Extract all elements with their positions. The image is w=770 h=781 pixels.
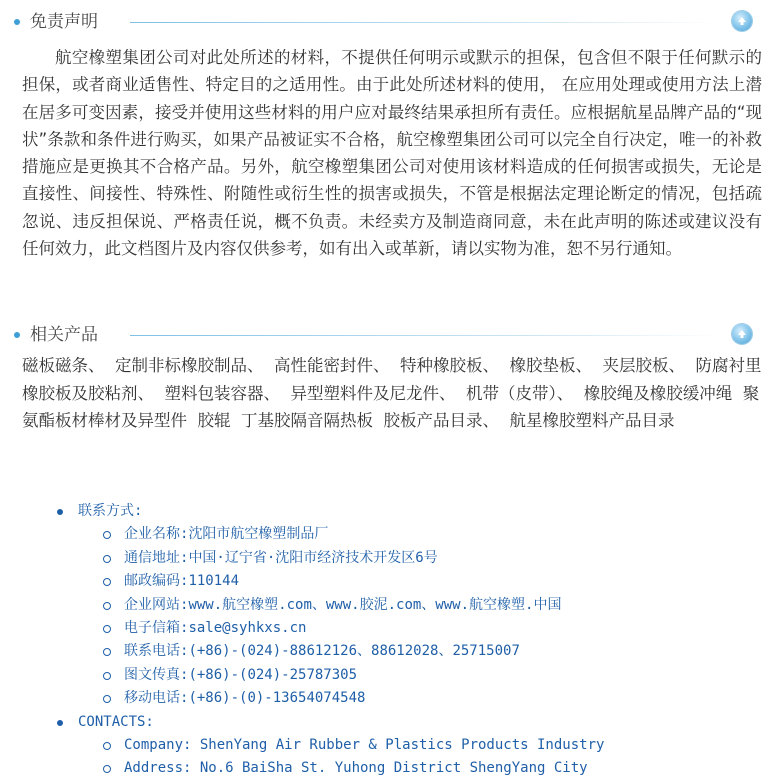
contact-heading-cn: 联系方式: [52, 500, 762, 523]
contact-email: 电子信箱:sale@syhkxs.cn [52, 617, 762, 640]
contact-mobile: 移动电话:(+86)-(0)-13654074548 [52, 687, 762, 710]
cropped-top-text [70, 0, 490, 4]
related-link[interactable]: 丁基胶隔音隔热板 [241, 411, 373, 430]
related-products-list: 磁板磁条、 定制非标橡胶制品、 高性能密封件、 特种橡胶板、 橡胶垫板、 夹层胶板、 防腐衬里橡胶板及胶粘剂、 塑料包装容器、 异型塑料件及尼龙件、 机带（皮带）、 橡胶绳及橡胶缓冲绳 聚氨酯板材棒材及异型件 胶辊 丁基胶隔音隔热板 胶板产品目录、 航星橡胶塑料产品目录 [22, 356, 762, 430]
back-to-top-icon[interactable] [732, 324, 752, 344]
bullet-dot-icon [14, 19, 20, 25]
related-link[interactable]: 橡胶绳及橡胶缓冲绳 [583, 383, 733, 403]
contact-heading-en: CONTACTS: [52, 711, 762, 734]
email-link[interactable]: sale@syhkxs.cn [188, 620, 307, 637]
related-link[interactable]: 磁板磁条 [22, 356, 88, 375]
website-link[interactable]: www.航空橡塑.com、www.胶泥.com、www.航空橡塑.中国 [188, 596, 562, 613]
disclaimer-header [0, 10, 770, 36]
disclaimer-text: 航空橡塑集团公司对此处所述的材料，不提供任何明示或默示的担保，包含但不限于任何默示的担保，或者商业适售性、特定目的之适用性。由于此处所述材料的使用， 在应用处理或使用方法上潜在居多可变因素，接受并使用这些材料的用户应对最终结果承担所有责任。应根据航星品牌产品的“现状”条款和条件进行购买，如果产品被证实不合格，航空橡塑集团公司可以完全自行决定，唯一的补救措施应是更换其不合格产品。另外，航空橡塑集团公司对使用该材料造成的任何损害或损失，无论是直接性、间接性、特殊性、附随性或衍生性的损害或损失，不管是根据法定理论断定的情况，包括疏忽说、违反担保说、严格责任说，概不负责。未经卖方及制造商同意，未在此声明的陈述或建议没有任何效力，此文档图片及内容仅供参考，如有出入或革新，请以实物为准，恕不另行通知。 [22, 48, 762, 259]
contact-address: 通信地址:中国·辽宁省·沈阳市经济技术开发区6号 [52, 547, 762, 570]
related-link[interactable]: 特种橡胶板 [400, 356, 483, 375]
contact-company: 企业名称:沈阳市航空橡塑制品厂 [52, 523, 762, 546]
contact-address-en: Address: No.6 BaiSha St. Yuhong District ShengYang City [52, 757, 762, 780]
related-link[interactable]: 橡胶垫板 [509, 356, 576, 375]
contact-fax: 图文传真:(+86)-(024)-25787305 [52, 664, 762, 687]
related-link[interactable]: 航星橡胶塑料产品目录 [509, 411, 675, 430]
contact-company-en: Company: ShenYang Air Rubber & Plastics Products Industry [52, 734, 762, 757]
divider [130, 335, 720, 336]
related-link[interactable]: 高性能密封件 [274, 356, 373, 375]
disclaimer-title: 免责声明 [30, 12, 98, 32]
related-link[interactable]: 异型塑料件及尼龙件 [290, 383, 439, 403]
related-link[interactable]: 定制非标橡胶制品 [115, 356, 247, 375]
contact-info [52, 500, 762, 781]
bullet-dot-icon [14, 332, 20, 338]
related-link[interactable]: 机带（皮带） [466, 383, 557, 403]
related-link[interactable]: 胶辊 [197, 411, 231, 430]
contact-phone: 联系电话:(+86)-(024)-88612126、88612028、25715007 [52, 640, 762, 663]
related-header [0, 323, 770, 349]
related-title: 相关产品 [30, 325, 98, 345]
related-link[interactable]: 塑料包装容器 [164, 383, 264, 403]
back-to-top-icon[interactable] [732, 11, 752, 31]
related-link[interactable]: 防腐衬里橡胶板及胶粘剂 [22, 356, 762, 403]
contact-website: 企业网站:www.航空橡塑.com、www.胶泥.com、www.航空橡塑.中国 [52, 594, 762, 617]
disclaimer-body [22, 44, 762, 262]
divider [130, 22, 720, 23]
related-link[interactable]: 夹层胶板 [602, 356, 669, 375]
related-link[interactable]: 聚氨酯板材棒材及异型件 [22, 383, 760, 430]
related-link[interactable]: 胶板产品目录 [383, 411, 483, 430]
contact-postcode: 邮政编码:110144 [52, 570, 762, 593]
